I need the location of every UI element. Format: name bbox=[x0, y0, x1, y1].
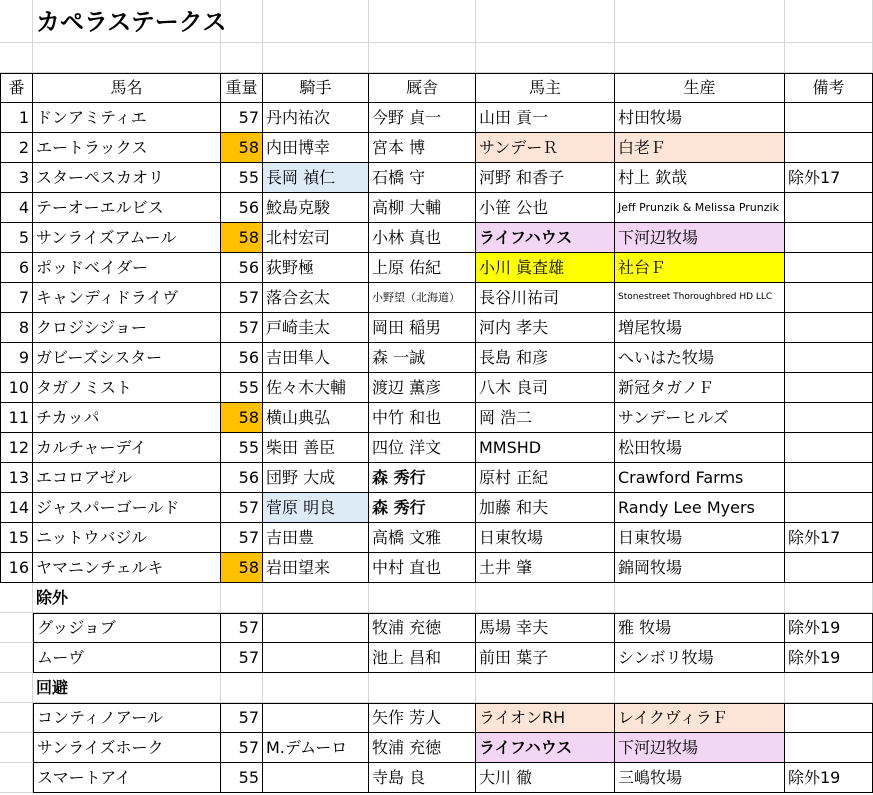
cell-breeder: サンデーヒルズ bbox=[615, 403, 785, 433]
cell-owner: 前田 葉子 bbox=[476, 643, 615, 673]
cell-jockey: 内田博幸 bbox=[263, 133, 369, 163]
cell-trainer: 寺島 良 bbox=[369, 763, 476, 793]
cell-note: 除外17 bbox=[785, 523, 873, 553]
cell-name: チカッパ bbox=[33, 403, 221, 433]
cell-breeder: シンボリ牧場 bbox=[615, 643, 785, 673]
cell-no: 6 bbox=[0, 253, 33, 283]
cell-trainer: 高柳 大輔 bbox=[369, 193, 476, 223]
grid-cell-section-1-4[interactable] bbox=[369, 673, 476, 703]
cell-jockey bbox=[263, 763, 369, 793]
cell-no: 10 bbox=[0, 373, 33, 403]
cell-breeder: Crawford Farms bbox=[615, 463, 785, 493]
cell-breeder: 村上 欽哉 bbox=[615, 163, 785, 193]
column-header-7: 備考 bbox=[785, 73, 873, 103]
cell-trainer: 牧浦 充徳 bbox=[369, 733, 476, 763]
cell-owner: 土井 肇 bbox=[476, 553, 615, 583]
cell-owner: 加藤 和夫 bbox=[476, 493, 615, 523]
cell-weight: 57 bbox=[221, 643, 263, 673]
cell-weight: 55 bbox=[221, 373, 263, 403]
grid-cell-section-1-0[interactable] bbox=[0, 673, 33, 703]
column-header-5: 馬主 bbox=[476, 73, 615, 103]
cell-jockey: 団野 大成 bbox=[263, 463, 369, 493]
grid-cell-section-1-3[interactable] bbox=[263, 673, 369, 703]
column-header-3: 騎手 bbox=[263, 73, 369, 103]
cell-jockey: 戸崎圭太 bbox=[263, 313, 369, 343]
cell-weight: 57 bbox=[221, 523, 263, 553]
cell-owner: 山田 貢一 bbox=[476, 103, 615, 133]
cell-no: 7 bbox=[0, 283, 33, 313]
cell-name: カルチャーデイ bbox=[33, 433, 221, 463]
cell-owner: 岡 浩二 bbox=[476, 403, 615, 433]
cell-owner: 小川 眞査雄 bbox=[476, 253, 615, 283]
column-header-0: 番 bbox=[0, 73, 33, 103]
cell-name: グッジョブ bbox=[33, 613, 221, 643]
cell-jockey bbox=[263, 613, 369, 643]
cell-note bbox=[785, 343, 873, 373]
cell-note bbox=[785, 253, 873, 283]
sheet-title: カペラステークス bbox=[36, 8, 227, 36]
cell-jockey: 落合玄太 bbox=[263, 283, 369, 313]
cell-weight: 56 bbox=[221, 463, 263, 493]
column-header-2: 重量 bbox=[221, 73, 263, 103]
cell-no: 8 bbox=[0, 313, 33, 343]
cell-weight: 56 bbox=[221, 193, 263, 223]
cell-note bbox=[785, 103, 873, 133]
grid-cell-title-7[interactable] bbox=[785, 0, 873, 43]
cell-breeder: レイクヴィラＦ bbox=[615, 703, 785, 733]
cell-breeder: 新冠タガノＦ bbox=[615, 373, 785, 403]
cell-name: ガビーズシスター bbox=[33, 343, 221, 373]
cell-breeder: 社台Ｆ bbox=[615, 253, 785, 283]
cell-breeder: 雅 牧場 bbox=[615, 613, 785, 643]
cell-owner: ライオンRH bbox=[476, 703, 615, 733]
grid-cell-section-0-3[interactable] bbox=[263, 583, 369, 613]
cell-note bbox=[785, 193, 873, 223]
cell-note bbox=[785, 313, 873, 343]
cell-breeder: Stonestreet Thoroughbred HD LLC bbox=[615, 283, 785, 313]
cell-name: コンティノアール bbox=[33, 703, 221, 733]
cell-jockey: 北村宏司 bbox=[263, 223, 369, 253]
cell-trainer: 矢作 芳人 bbox=[369, 703, 476, 733]
cell-breeder: 下河辺牧場 bbox=[615, 733, 785, 763]
cell-breeder: 日東牧場 bbox=[615, 523, 785, 553]
cell-owner: 八木 良司 bbox=[476, 373, 615, 403]
cell-note bbox=[785, 433, 873, 463]
cell-trainer: 森 秀行 bbox=[369, 493, 476, 523]
cell-owner: 馬場 幸夫 bbox=[476, 613, 615, 643]
cell-no: 14 bbox=[0, 493, 33, 523]
grid-cell-title-0[interactable] bbox=[0, 0, 33, 43]
cell-weight: 58 bbox=[221, 553, 263, 583]
cell-trainer: 上原 佑紀 bbox=[369, 253, 476, 283]
grid-cell-blank-0[interactable] bbox=[0, 43, 33, 73]
cell-name: スマートアイ bbox=[33, 763, 221, 793]
cell-name: サンライズアムール bbox=[33, 223, 221, 253]
cell-jockey: 丹内祐次 bbox=[263, 103, 369, 133]
cell-owner: 河野 和香子 bbox=[476, 163, 615, 193]
cell-name: ポッドベイダー bbox=[33, 253, 221, 283]
cell-jockey: 横山典弘 bbox=[263, 403, 369, 433]
cell-owner: 長島 和彦 bbox=[476, 343, 615, 373]
cell-trainer: 宮本 博 bbox=[369, 133, 476, 163]
cell-note bbox=[785, 733, 873, 763]
cell-owner: MMSHD bbox=[476, 433, 615, 463]
cell-breeder: 増尾牧場 bbox=[615, 313, 785, 343]
column-header-4: 厩舎 bbox=[369, 73, 476, 103]
grid-cell-blank-6[interactable] bbox=[615, 43, 785, 73]
grid-cell-blank-4[interactable] bbox=[369, 43, 476, 73]
cell-owner: 小笹 公也 bbox=[476, 193, 615, 223]
cell-trainer: 小林 真也 bbox=[369, 223, 476, 253]
cell-trainer: 石橋 守 bbox=[369, 163, 476, 193]
cell-note: 除外17 bbox=[785, 163, 873, 193]
cell-no: 3 bbox=[0, 163, 33, 193]
cell-weight: 56 bbox=[221, 343, 263, 373]
cell-trainer: 高橋 文雅 bbox=[369, 523, 476, 553]
cell-name: タガノミスト bbox=[33, 373, 221, 403]
cell-weight: 58 bbox=[221, 133, 263, 163]
cell-name: ドンアミティエ bbox=[33, 103, 221, 133]
cell-trainer: 渡辺 薫彦 bbox=[369, 373, 476, 403]
cell-name: テーオーエルビス bbox=[33, 193, 221, 223]
cell-owner: 大川 徹 bbox=[476, 763, 615, 793]
cell-name: エコロアゼル bbox=[33, 463, 221, 493]
cell-no: 1 bbox=[0, 103, 33, 133]
cell-jockey: 柴田 善臣 bbox=[263, 433, 369, 463]
cell-breeder: 村田牧場 bbox=[615, 103, 785, 133]
cell-breeder: 三嶋牧場 bbox=[615, 763, 785, 793]
cell-note: 除外19 bbox=[785, 613, 873, 643]
cell-name: サンライズホーク bbox=[33, 733, 221, 763]
grid-cell-blank-2[interactable] bbox=[221, 43, 263, 73]
cell-name: ムーヴ bbox=[33, 643, 221, 673]
cell-owner: サンデーＲ bbox=[476, 133, 615, 163]
cell-trainer: 中竹 和也 bbox=[369, 403, 476, 433]
grid-cell-section-0-4[interactable] bbox=[369, 583, 476, 613]
cell-jockey: M.デムーロ bbox=[263, 733, 369, 763]
cell-weight: 57 bbox=[221, 703, 263, 733]
cell-no: 11 bbox=[0, 403, 33, 433]
cell-breeder: Jeff Prunzik & Melissa Prunzik bbox=[615, 193, 785, 223]
cell-trainer: 牧浦 充徳 bbox=[369, 613, 476, 643]
cell-owner: 長谷川祐司 bbox=[476, 283, 615, 313]
cell-weight: 57 bbox=[221, 103, 263, 133]
cell-no: 16 bbox=[0, 553, 33, 583]
cell-weight: 58 bbox=[221, 403, 263, 433]
cell-breeder: 下河辺牧場 bbox=[615, 223, 785, 253]
grid-cell-title-4[interactable] bbox=[369, 0, 476, 43]
cell-jockey: 岩田望来 bbox=[263, 553, 369, 583]
cell-no: 12 bbox=[0, 433, 33, 463]
cell-breeder: 白老Ｆ bbox=[615, 133, 785, 163]
cell-name: キャンディドライヴ bbox=[33, 283, 221, 313]
cell-no-empty bbox=[0, 643, 33, 673]
cell-name: ジャスパーゴールド bbox=[33, 493, 221, 523]
grid-cell-blank-1[interactable] bbox=[33, 43, 221, 73]
grid-cell-blank-5[interactable] bbox=[476, 43, 615, 73]
cell-weight: 57 bbox=[221, 283, 263, 313]
grid-cell-section-0-6[interactable] bbox=[615, 583, 785, 613]
grid-cell-section-1-6[interactable] bbox=[615, 673, 785, 703]
grid-cell-blank-3[interactable] bbox=[263, 43, 369, 73]
cell-jockey bbox=[263, 703, 369, 733]
cell-jockey bbox=[263, 643, 369, 673]
cell-weight: 57 bbox=[221, 613, 263, 643]
cell-note bbox=[785, 373, 873, 403]
cell-breeder: へいはた牧場 bbox=[615, 343, 785, 373]
cell-note bbox=[785, 463, 873, 493]
cell-trainer: 四位 洋文 bbox=[369, 433, 476, 463]
cell-trainer: 中村 直也 bbox=[369, 553, 476, 583]
grid-cell-title-5[interactable] bbox=[476, 0, 615, 43]
cell-jockey: 佐々木大輔 bbox=[263, 373, 369, 403]
grid-cell-section-0-7[interactable] bbox=[785, 583, 873, 613]
cell-owner: 河内 孝夫 bbox=[476, 313, 615, 343]
cell-jockey: 鮫島克駿 bbox=[263, 193, 369, 223]
cell-trainer: 岡田 稲男 bbox=[369, 313, 476, 343]
cell-owner: ライフハウス bbox=[476, 733, 615, 763]
cell-no: 2 bbox=[0, 133, 33, 163]
column-header-6: 生産 bbox=[615, 73, 785, 103]
cell-weight: 57 bbox=[221, 733, 263, 763]
cell-trainer: 池上 昌和 bbox=[369, 643, 476, 673]
grid-cell-section-1-7[interactable] bbox=[785, 673, 873, 703]
cell-note bbox=[785, 703, 873, 733]
grid-cell-section-0-5[interactable] bbox=[476, 583, 615, 613]
cell-note: 除外19 bbox=[785, 643, 873, 673]
grid-cell-section-1-5[interactable] bbox=[476, 673, 615, 703]
cell-breeder: 錦岡牧場 bbox=[615, 553, 785, 583]
cell-trainer: 森 秀行 bbox=[369, 463, 476, 493]
cell-note bbox=[785, 283, 873, 313]
cell-trainer: 小野望（北海道） bbox=[369, 283, 476, 313]
grid-cell-blank-7[interactable] bbox=[785, 43, 873, 73]
section-label-excluded: 除外 bbox=[36, 588, 69, 607]
column-header-1: 馬名 bbox=[33, 73, 221, 103]
cell-note bbox=[785, 553, 873, 583]
cell-note bbox=[785, 403, 873, 433]
cell-owner: ライフハウス bbox=[476, 223, 615, 253]
cell-weight: 55 bbox=[221, 763, 263, 793]
cell-name: ニットウバジル bbox=[33, 523, 221, 553]
cell-no-empty bbox=[0, 733, 33, 763]
cell-weight: 58 bbox=[221, 223, 263, 253]
cell-jockey: 吉田豊 bbox=[263, 523, 369, 553]
cell-no-empty bbox=[0, 763, 33, 793]
cell-name: ヤマニンチェルキ bbox=[33, 553, 221, 583]
section-label-avoided: 回避 bbox=[36, 678, 69, 697]
cell-note bbox=[785, 223, 873, 253]
cell-jockey: 菅原 明良 bbox=[263, 493, 369, 523]
grid-cell-title-6[interactable] bbox=[615, 0, 785, 43]
cell-no: 15 bbox=[0, 523, 33, 553]
cell-weight: 57 bbox=[221, 313, 263, 343]
cell-owner: 原村 正紀 bbox=[476, 463, 615, 493]
cell-jockey: 長岡 禎仁 bbox=[263, 163, 369, 193]
cell-weight: 57 bbox=[221, 493, 263, 523]
cell-no: 4 bbox=[0, 193, 33, 223]
cell-jockey: 荻野極 bbox=[263, 253, 369, 283]
cell-weight: 55 bbox=[221, 433, 263, 463]
cell-no: 5 bbox=[0, 223, 33, 253]
cell-note bbox=[785, 133, 873, 163]
cell-no-empty bbox=[0, 703, 33, 733]
cell-weight: 56 bbox=[221, 253, 263, 283]
cell-weight: 55 bbox=[221, 163, 263, 193]
cell-name: スターペスカオリ bbox=[33, 163, 221, 193]
cell-jockey: 吉田隼人 bbox=[263, 343, 369, 373]
cell-breeder: 松田牧場 bbox=[615, 433, 785, 463]
cell-name: クロジシジョー bbox=[33, 313, 221, 343]
cell-note bbox=[785, 493, 873, 523]
cell-name: エートラックス bbox=[33, 133, 221, 163]
grid-cell-section-0-0[interactable] bbox=[0, 583, 33, 613]
cell-no: 13 bbox=[0, 463, 33, 493]
cell-trainer: 森 一誠 bbox=[369, 343, 476, 373]
cell-trainer: 今野 貞一 bbox=[369, 103, 476, 133]
cell-breeder: Randy Lee Myers bbox=[615, 493, 785, 523]
cell-no-empty bbox=[0, 613, 33, 643]
cell-owner: 日東牧場 bbox=[476, 523, 615, 553]
cell-note: 除外19 bbox=[785, 763, 873, 793]
cell-no: 9 bbox=[0, 343, 33, 373]
